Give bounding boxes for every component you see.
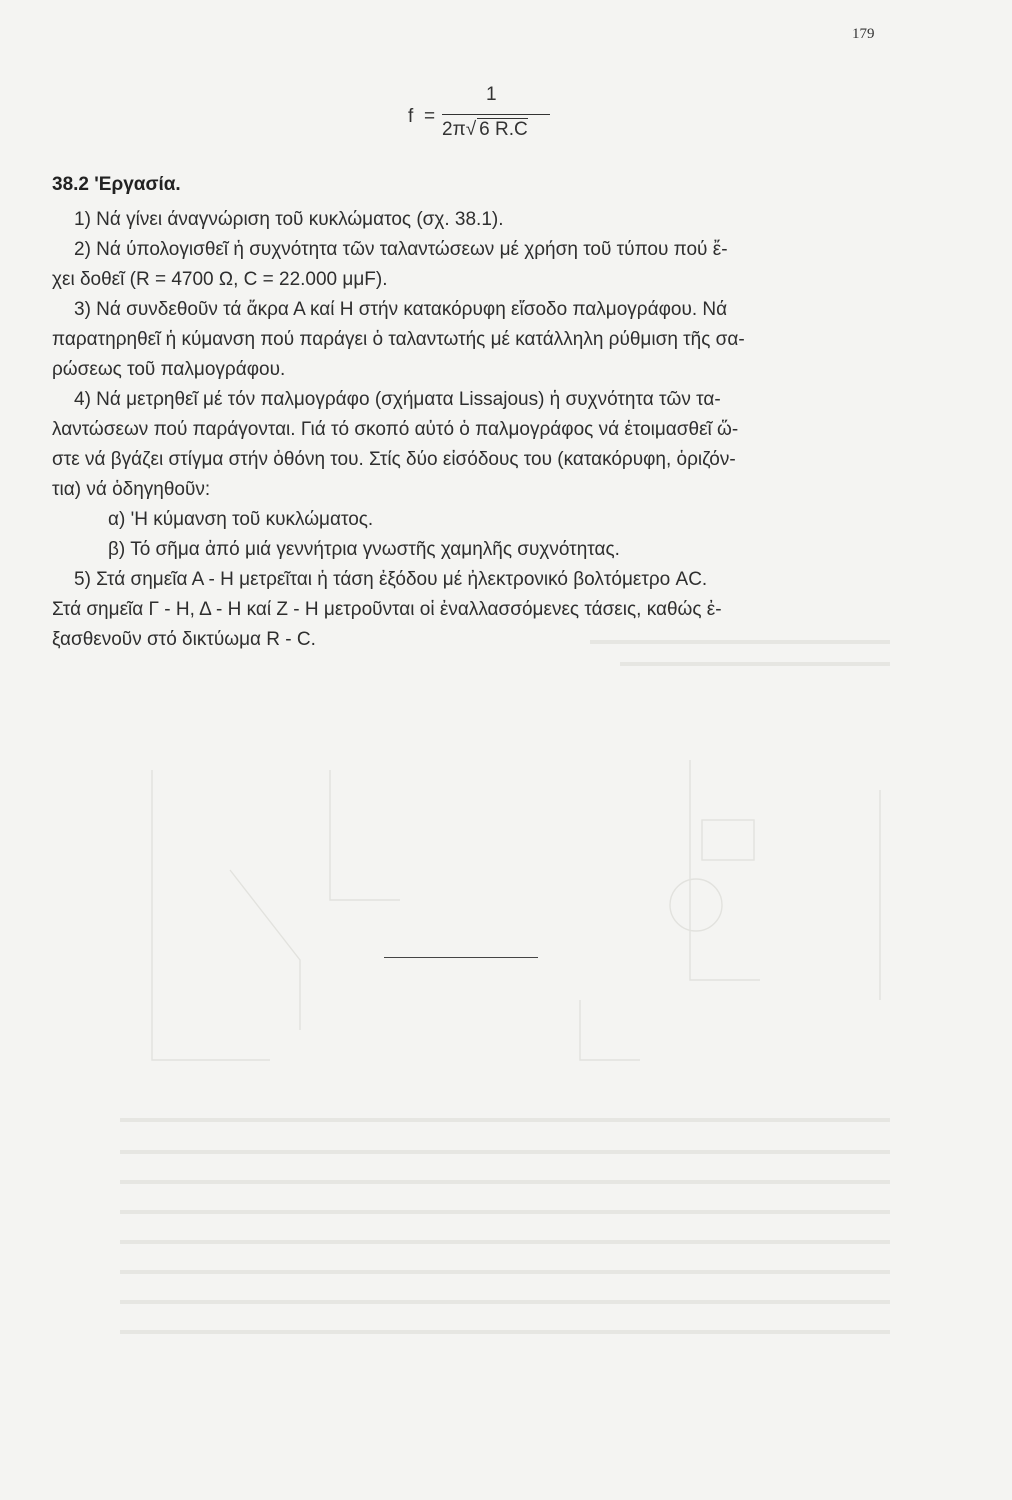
frequency-formula: [408, 84, 578, 144]
formula-numerator: 1: [486, 84, 497, 105]
text-line: Στά σημεῖα Γ - Η, Δ - Η καί Ζ - Η μετροῦνται οἱ ἐναλλασσόμενες τάσεις, καθώς ἐ-: [52, 599, 722, 620]
text-line: χει δοθεῖ (R = 4700 Ω, C = 22.000 μμF).: [52, 269, 388, 290]
section-heading: 38.2 'Εργασία.: [52, 174, 181, 195]
formula-denominator-radical: 6 R.C: [479, 119, 528, 140]
text-line: 2) Νά ύπολογισθεῖ ἡ συχνότητα τῶν ταλαντώσεων μέ χρήση τοῦ τύπου πού ἔ-: [74, 239, 728, 260]
text-line: παρατηρηθεῖ ἡ κύμανση πού παράγει ὁ ταλαντωτής μέ κατάλληλη ρύθμιση τῆς σα-: [52, 329, 745, 350]
text-line: 3) Νά συνδεθοῦν τά ἄκρα Α καί Η στήν κατακόρυφη εἴσοδο παλμογράφου. Νά: [74, 299, 728, 320]
text-line: ξασθενοῦν στό δικτύωμα R - C.: [52, 629, 316, 650]
text-line: τια) νά ὁδηγηθοῦν:: [52, 479, 211, 500]
formula-denominator-prefix: 2π: [442, 119, 466, 140]
text-line: λαντώσεων πού παράγονται. Γιά τό σκοπό αὐτό ὁ παλμογράφος νά ἑτοιμασθεῖ ὥ-: [52, 419, 739, 440]
fraction-bar: [442, 114, 550, 115]
square-root-icon: √: [465, 119, 477, 140]
task-list: [52, 205, 894, 655]
text-line: 1) Νά γίνει άναγνώριση τοῦ κυκλώματος (σχ. 38.1).: [74, 209, 504, 230]
footnote-rule: [384, 957, 538, 958]
text-line: ρώσεως τοῦ παλμογράφου.: [52, 359, 286, 380]
text-line: στε νά βγάζει στίγμα στήν ὀθόνη του. Στίς δύο εἰσόδους του (κατακόρυφη, ὁριζόν-: [52, 449, 736, 470]
formula-equals: =: [424, 106, 436, 127]
formula-lhs: f: [408, 106, 414, 127]
text-line: 4) Νά μετρηθεῖ μέ τόν παλμογράφο (σχήματα Lissajous) ἡ συχνότητα τῶν τα-: [74, 389, 721, 410]
text-line: β) Τό σῆμα ἀπό μιά γεννήτρια γνωστῆς χαμηλῆς συχνότητας.: [108, 539, 620, 560]
formula-denominator: [442, 118, 528, 141]
text-line: α) 'Η κύμανση τοῦ κυκλώματος.: [108, 509, 374, 530]
page-number: 179: [852, 26, 875, 42]
text-line: 5) Στά σημεῖα Α - Η μετρεῖται ἡ τάση ἐξόδου μέ ἠλεκτρονικό βολτόμετρο AC.: [74, 569, 708, 590]
